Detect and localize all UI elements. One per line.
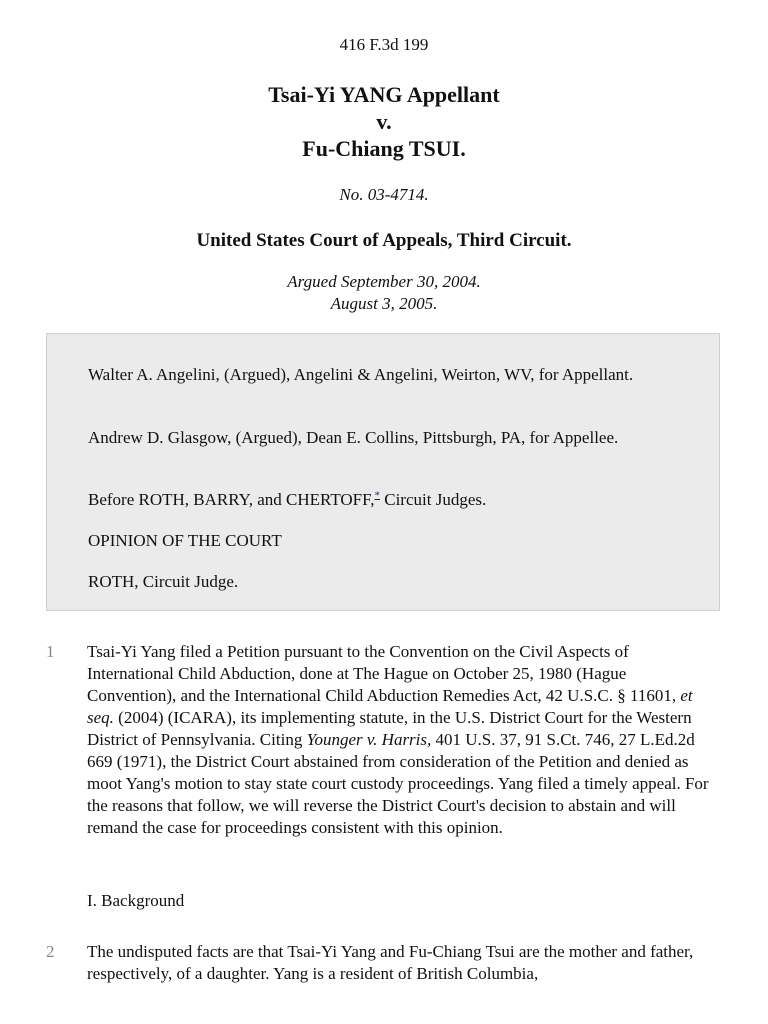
court-name: United States Court of Appeals, Third Circuit. (196, 230, 572, 251)
panel-judges-after: Circuit Judges. (380, 490, 487, 509)
docket-number: No. 03-4714. (339, 185, 429, 204)
section-heading: I. Background (87, 891, 185, 910)
panel-judges-before: Before ROTH, BARRY, and CHERTOFF, (88, 490, 375, 509)
case-title-versus: v. (376, 109, 392, 134)
argued-date: Argued September 30, 2004. (287, 272, 481, 291)
case-title-appellee: Fu-Chiang TSUI. (302, 136, 466, 161)
paragraph-text (87, 641, 717, 839)
case-dates (0, 271, 768, 315)
opinion-label: OPINION OF THE COURT (88, 531, 282, 550)
case-title (0, 81, 768, 162)
paragraph-text-part: (2004) (ICARA), its implementing statute, in the U.S. District Court for the Western District of Pennsylvania. Citing (87, 708, 692, 749)
paragraph-text: The undisputed facts are that Tsai-Yi Yang and Fu-Chiang Tsui are the mother and father, respectively, of a daughter. Yang is a resident of British Columbia, (87, 942, 694, 983)
case-title-appellant: Tsai-Yi YANG Appellant (268, 82, 500, 107)
paragraph-number: 1 (46, 642, 55, 661)
italic-citation: et seq. (87, 686, 693, 727)
footnote-link[interactable]: * (374, 489, 380, 502)
opinion-author: ROTH, Circuit Judge. (88, 572, 239, 591)
panel-judges (88, 489, 688, 511)
appellee-counsel: Andrew D. Glasgow, (Argued), Dean E. Collins, Pittsburgh, PA, for Appellee. (88, 428, 619, 447)
counsel-box (46, 333, 720, 611)
paragraph-text-part: Tsai-Yi Yang filed a Petition pursuant to the Convention on the Civil Aspects of International Child Abduction, done at The Hague on October 25, 1980 (Hague Convention), and the International Child Abduction Remedies Act, 42 U.S.C. § 11601, (87, 642, 681, 705)
paragraph-text-part: 401 U.S. 37, 91 S.Ct. 746, 27 L.Ed.2d 669 (1971), the District Court abstained from consideration of the Petition and denied as moot Yang's motion to stay state court custody proceedings. Yang filed a timely appeal. For the reasons that follow, we will reverse the District Court's decision to abstain and will remand the case for proceedings consistent with this opinion. (87, 730, 709, 837)
decided-date: August 3, 2005. (330, 294, 438, 313)
italic-case-name: Younger v. Harris, (306, 730, 432, 749)
case-citation: 416 F.3d 199 (339, 35, 429, 54)
appellant-counsel: Walter A. Angelini, (Argued), Angelini & Angelini, Weirton, WV, for Appellant. (88, 365, 634, 384)
paragraph-number: 2 (46, 942, 55, 961)
